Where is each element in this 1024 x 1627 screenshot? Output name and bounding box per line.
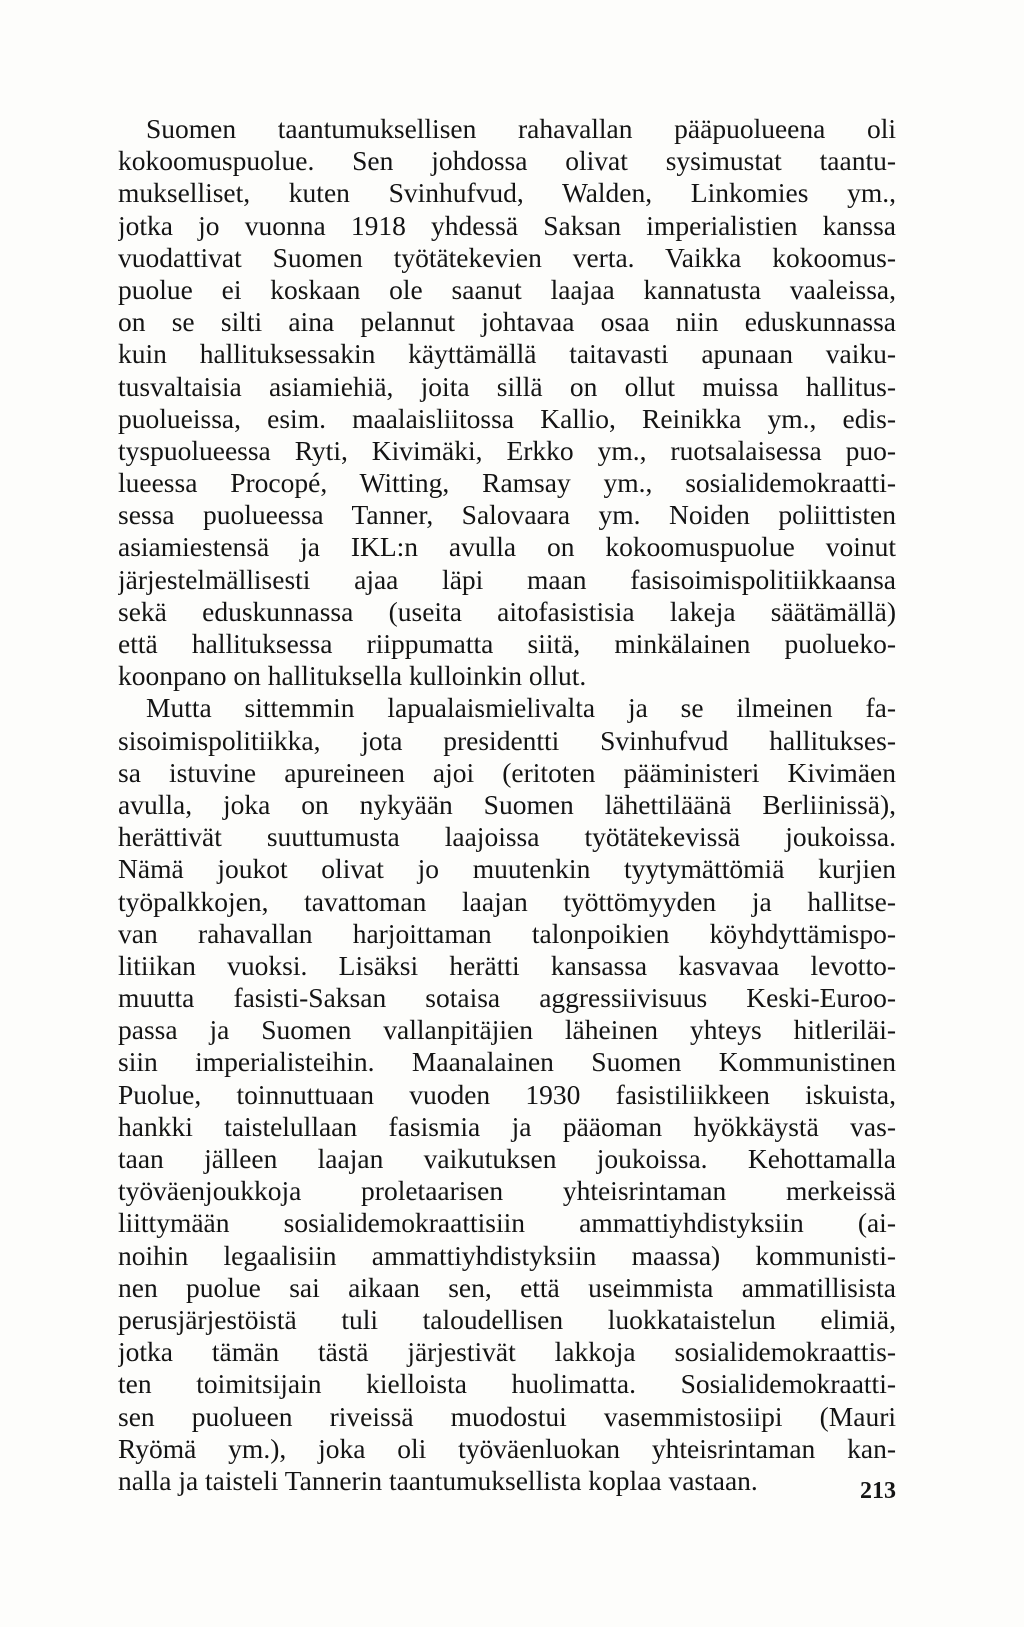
text-line: nen puolue sai aikaan sen, että useimmista ammatillisista	[118, 1271, 896, 1303]
text-line: muutta fasisti-Saksan sotaisa aggressiivisuus Keski-Euroo-	[118, 982, 896, 1014]
body-text	[118, 113, 896, 1497]
text-line: litiikan vuoksi. Lisäksi herätti kansassa kasvavaa levotto-	[118, 949, 896, 981]
page-number: 213	[860, 1478, 896, 1504]
text-line: Nämä joukot olivat jo muutenkin tyytymättömiä kurjien	[118, 853, 896, 885]
text-line: Suomen taantumuksellisen rahavallan pääpuolueena oli	[146, 113, 896, 144]
text-line: kuin hallituksessakin käyttämällä taitavasti apunaan vaiku-	[118, 338, 896, 370]
text-line: jotka tämän tästä järjestivät lakkoja sosialidemokraattis-	[118, 1336, 896, 1368]
text-line: järjestelmällisesti ajaa läpi maan fasisoimispolitiikkaansa	[118, 563, 896, 595]
text-line: van rahavallan harjoittaman talonpoikien köyhdyttämispo-	[118, 917, 896, 949]
text-line: puolue ei koskaan ole saanut laajaa kannatusta vaaleissa,	[118, 273, 896, 305]
text-line: koonpano on hallituksella kulloinkin ollut.	[118, 660, 587, 692]
text-line: sen puolueen riveissä muodostui vasemmistosiipi (Mauri	[118, 1400, 896, 1432]
text-line: puolueissa, esim. maalaisliitossa Kallio, Reinikka ym., edis-	[118, 402, 896, 434]
text-line: työväenjoukkoja proletaarisen yhteisrintaman merkeissä	[118, 1175, 896, 1207]
text-line: että hallituksessa riippumatta siitä, minkälainen puolueko-	[118, 628, 896, 659]
text-line: siin imperialisteihin. Maanalainen Suomen Kommunistinen	[118, 1046, 896, 1078]
text-line: mukselliset, kuten Svinhufvud, Walden, Linkomies ym.,	[118, 177, 896, 209]
text-line: asiamiestensä ja IKL:n avulla on kokoomuspuolue voinut	[118, 531, 896, 563]
text-line: tusvaltaisia asiamiehiä, joita sillä on ollut muissa hallitus-	[118, 370, 896, 402]
text-line: Puolue, toinnuttuaan vuoden 1930 fasistiliikkeen iskuista,	[118, 1078, 896, 1110]
text-line: sessa puolueessa Tanner, Salovaara ym. Noiden poliittisten	[118, 499, 896, 531]
text-line: Mutta sittemmin lapualaismielivalta ja se ilmeinen fa-	[146, 692, 896, 724]
text-line: tyspuolueessa Ryti, Kivimäki, Erkko ym., ruotsalaisessa puo-	[118, 434, 896, 466]
text-line: avulla, joka on nykyään Suomen lähettiläänä Berliinissä),	[118, 788, 896, 820]
text-line: perusjärjestöistä tuli taloudellisen luokkataistelun elimiä,	[118, 1303, 896, 1335]
text-line: ten toimitsijain kielloista huolimatta. Sosialidemokraatti-	[118, 1368, 896, 1400]
text-line: nalla ja taisteli Tannerin taantumuksellista koplaa vastaan.	[118, 1464, 758, 1496]
text-line: passa ja Suomen vallanpitäjien läheinen yhteys hitleriläi-	[118, 1014, 896, 1046]
text-line: noihin legaalisiin ammattiyhdistyksiin maassa) kommunisti-	[118, 1239, 896, 1271]
text-line: sa istuvine apureineen ajoi (eritoten pääministeri Kivimäen	[118, 756, 896, 788]
text-line: Ryömä ym.), joka oli työväenluokan yhteisrintaman kan-	[118, 1432, 896, 1464]
text-line: lueessa Procopé, Witting, Ramsay ym., sosialidemokraatti-	[118, 467, 896, 499]
text-line: on se silti aina pelannut johtavaa osaa niin eduskunnassa	[118, 306, 896, 338]
text-line: liittymään sosialidemokraattisiin ammattiyhdistyksiin (ai-	[118, 1207, 896, 1239]
text-line: työpalkkojen, tavattoman laajan työttömyyden ja hallitse-	[118, 885, 896, 917]
text-line: jotka jo vuonna 1918 yhdessä Saksan imperialistien kanssa	[118, 209, 896, 241]
text-line: sisoimispolitiikka, jota presidentti Svinhufvud hallitukses-	[118, 724, 896, 756]
text-line: herättivät suuttumusta laajoissa työtätekevissä joukoissa.	[118, 821, 896, 853]
text-line: taan jälleen laajan vaikutuksen joukoissa. Kehottamalla	[118, 1143, 896, 1174]
text-line: vuodattivat Suomen työtätekevien verta. Vaikka kokoomus-	[118, 241, 896, 273]
text-line: kokoomuspuolue. Sen johdossa olivat sysimustat taantu-	[118, 145, 896, 177]
text-line: sekä eduskunnassa (useita aitofasistisia lakeja säätämällä)	[118, 595, 896, 627]
text-line: hankki taistelullaan fasismia ja pääoman hyökkäystä vas-	[118, 1110, 896, 1142]
